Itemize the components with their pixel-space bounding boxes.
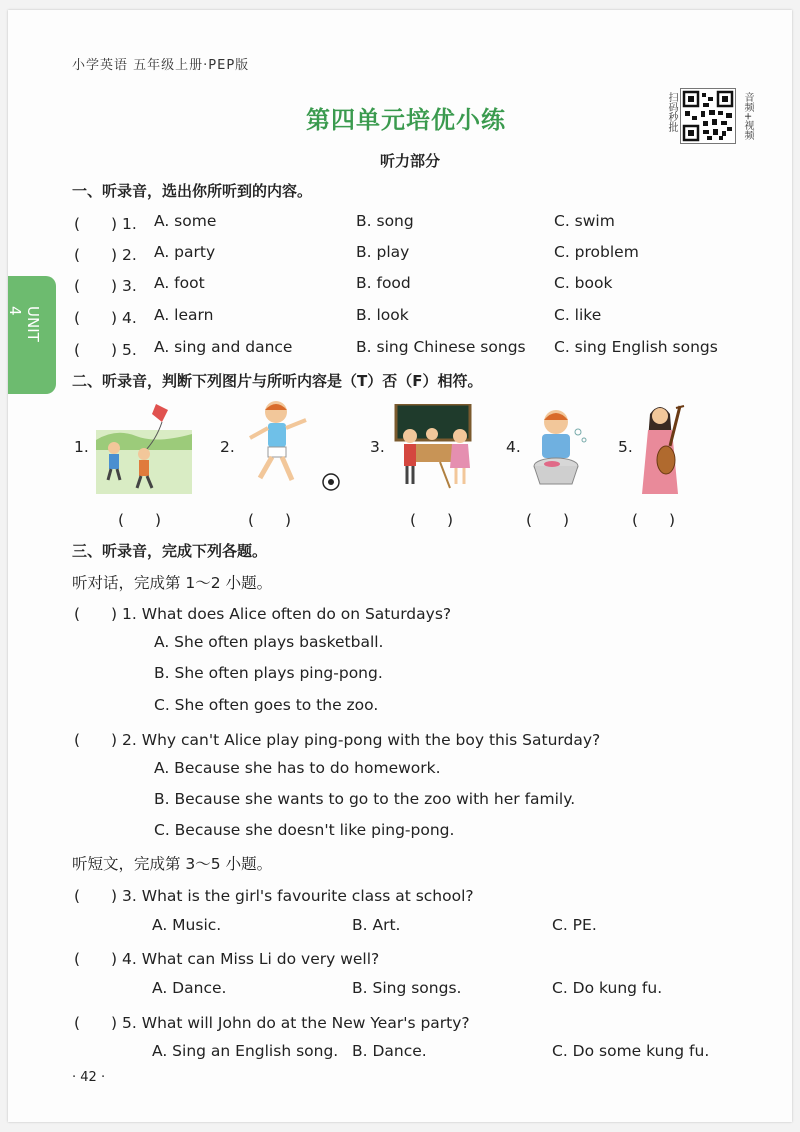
option-c: C. book: [554, 274, 613, 292]
section3-heading: 三、听录音，完成下列各题。: [72, 542, 268, 560]
part2-heading: 听短文，完成第 3～5 小题。: [72, 855, 273, 873]
option-c: C. like: [554, 306, 602, 324]
option-c: C. sing English songs: [554, 338, 718, 356]
option-a: A. Sing an English song.: [152, 1042, 339, 1060]
question-number: ( ) 4.: [74, 309, 137, 327]
option-b: B. Dance.: [352, 1042, 427, 1060]
qr-left-caption: 扫码秒批: [666, 92, 677, 132]
answer-bracket[interactable]: ( ): [410, 511, 454, 529]
question-number: ( ) 5.: [74, 341, 137, 359]
option-a: A. foot: [154, 274, 205, 292]
question-stem: ( ) 1. What does Alice often do on Saturdays?: [74, 605, 452, 623]
picture-number: 2.: [220, 438, 235, 456]
qr-code-icon[interactable]: [680, 88, 736, 144]
option-a: A. Dance.: [152, 979, 227, 997]
washing-clothes-picture: [528, 404, 592, 488]
answer-bracket[interactable]: ( ): [118, 511, 162, 529]
option-c: C. PE.: [552, 916, 597, 934]
picture-number: 4.: [506, 438, 521, 456]
answer-bracket[interactable]: ( ): [248, 511, 292, 529]
section1-heading: 一、听录音，选出你所听到的内容。: [72, 182, 313, 200]
option-b: B. sing Chinese songs: [356, 338, 526, 356]
question-number: ( ) 1.: [74, 215, 137, 233]
option-b: B. look: [356, 306, 409, 324]
pipa-girl-picture: [640, 400, 688, 496]
option-c: C. problem: [554, 243, 639, 261]
question-number: ( ) 3.: [74, 277, 137, 295]
question-number: ( ) 2.: [74, 246, 137, 264]
option-a: A. She often plays basketball.: [154, 633, 384, 651]
option-a: A. some: [154, 212, 217, 230]
page-number: · 42 ·: [72, 1070, 106, 1085]
option-c: C. Because she doesn't like ping-pong.: [154, 821, 455, 839]
kite-flying-picture: [96, 400, 192, 494]
page-title: 第四单元培优小练: [306, 106, 506, 134]
option-b: B. Because she wants to go to the zoo with her family.: [154, 790, 576, 808]
picture-number: 5.: [618, 438, 633, 456]
option-c: C. Do kung fu.: [552, 979, 663, 997]
unit-tab-label: UNIT 4: [6, 306, 42, 342]
book-header: 小学英语 五年级上册·PEP版: [72, 58, 250, 73]
option-b: B. Art.: [352, 916, 401, 934]
option-c: C. swim: [554, 212, 615, 230]
question-stem: ( ) 3. What is the girl's favourite class at school?: [74, 887, 474, 905]
option-a: A. Because she has to do homework.: [154, 759, 441, 777]
answer-bracket[interactable]: ( ): [526, 511, 570, 529]
option-b: B. She often plays ping-pong.: [154, 664, 383, 682]
picture-number: 1.: [74, 438, 89, 456]
picture-number: 3.: [370, 438, 385, 456]
option-b: B. play: [356, 243, 410, 261]
question-stem: ( ) 2. Why can't Alice play ping-pong with the boy this Saturday?: [74, 731, 601, 749]
option-b: B. Sing songs.: [352, 979, 462, 997]
option-a: A. party: [154, 243, 216, 261]
option-a: A. sing and dance: [154, 338, 293, 356]
option-c: C. She often goes to the zoo.: [154, 696, 379, 714]
section2-heading: 二、听录音，判断下列图片与所听内容是（T）否（F）相符。: [72, 372, 483, 390]
option-c: C. Do some kung fu.: [552, 1042, 710, 1060]
unit-tab: [8, 276, 56, 394]
question-stem: ( ) 5. What will John do at the New Year's party?: [74, 1014, 470, 1032]
option-a: A. learn: [154, 306, 214, 324]
qr-right-caption: 音频+视频: [742, 92, 753, 141]
option-b: B. song: [356, 212, 414, 230]
answer-bracket[interactable]: ( ): [632, 511, 676, 529]
option-a: A. Music.: [152, 916, 222, 934]
part1-heading: 听对话，完成第 1～2 小题。: [72, 574, 273, 592]
option-b: B. food: [356, 274, 411, 292]
question-stem: ( ) 4. What can Miss Li do very well?: [74, 950, 380, 968]
section-subtitle: 听力部分: [380, 152, 441, 170]
classroom-picture: [394, 404, 472, 492]
football-boy-picture: [240, 398, 344, 494]
